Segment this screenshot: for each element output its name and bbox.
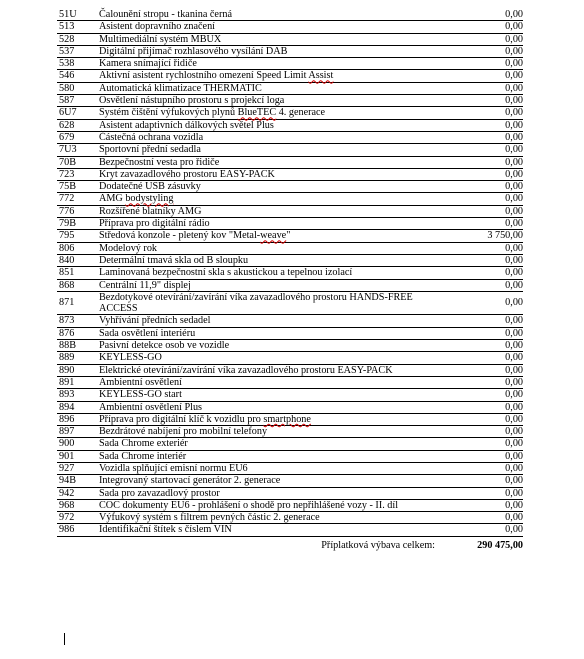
item-price: 0,00 bbox=[443, 524, 523, 536]
item-price: 0,00 bbox=[443, 242, 523, 254]
item-price: 0,00 bbox=[443, 95, 523, 107]
item-code: 942 bbox=[57, 487, 97, 499]
item-description: KEYLESS-GO bbox=[97, 352, 443, 364]
text-cursor bbox=[64, 633, 65, 645]
item-code: 528 bbox=[57, 33, 97, 45]
table-row bbox=[57, 389, 523, 401]
item-price: 0,00 bbox=[443, 156, 523, 168]
item-price: 0,00 bbox=[443, 364, 523, 376]
spellcheck-mark: smartphone bbox=[263, 413, 311, 425]
equipment-table bbox=[57, 9, 523, 551]
item-price: 0,00 bbox=[443, 267, 523, 279]
item-description: Bezdrátové nabíjení pro mobilní telefony bbox=[97, 426, 443, 438]
item-description: Kryt zavazadlového prostoru EASY-PACK bbox=[97, 168, 443, 180]
item-price: 0,00 bbox=[443, 205, 523, 217]
item-code: 876 bbox=[57, 327, 97, 339]
table-row bbox=[57, 376, 523, 388]
item-code: 537 bbox=[57, 45, 97, 57]
equipment-rows bbox=[57, 9, 523, 536]
item-code: 538 bbox=[57, 58, 97, 70]
item-code: 806 bbox=[57, 242, 97, 254]
item-code: 896 bbox=[57, 413, 97, 425]
item-description: COC dokumenty EU6 - prohlášení o shodě pro nepřihlášené vozy - II. díl bbox=[97, 499, 443, 511]
item-price: 0,00 bbox=[443, 168, 523, 180]
table-row bbox=[57, 58, 523, 70]
table-row bbox=[57, 512, 523, 524]
item-description: Multimediální systém MBUX bbox=[97, 33, 443, 45]
item-price: 3 750,00 bbox=[443, 230, 523, 242]
item-code: 986 bbox=[57, 524, 97, 536]
item-price: 0,00 bbox=[443, 389, 523, 401]
item-description: Vozidla splňující emisní normu EU6 bbox=[97, 462, 443, 474]
table-row bbox=[57, 45, 523, 57]
item-description: Aktivní asistent rychlostního omezení Speed Limit Assist bbox=[97, 70, 443, 82]
item-description: Rozšířené blatníky AMG bbox=[97, 205, 443, 217]
item-price: 0,00 bbox=[443, 33, 523, 45]
item-code: 901 bbox=[57, 450, 97, 462]
table-row bbox=[57, 524, 523, 536]
spellcheck-mark: BlueTEC bbox=[237, 107, 277, 119]
table-row bbox=[57, 82, 523, 94]
table-row bbox=[57, 364, 523, 376]
total-label: Příplatková výbava celkem: bbox=[321, 539, 435, 551]
item-description: Sada pro zavazadlový prostor bbox=[97, 487, 443, 499]
item-description: Příprava pro digitální rádio bbox=[97, 218, 443, 230]
item-code: 972 bbox=[57, 512, 97, 524]
item-code: 868 bbox=[57, 279, 97, 291]
item-description: Elektrické otevírání/zavírání víka zavazadlového prostoru EASY-PACK bbox=[97, 364, 443, 376]
item-code: 6U7 bbox=[57, 107, 97, 119]
item-description: Automatická klimatizace THERMATIC bbox=[97, 82, 443, 94]
item-description: Determální tmavá skla od B sloupku bbox=[97, 254, 443, 266]
item-code: 513 bbox=[57, 21, 97, 33]
table-row bbox=[57, 21, 523, 33]
table-row bbox=[57, 181, 523, 193]
spellcheck-mark: weave bbox=[260, 230, 287, 242]
item-price: 0,00 bbox=[443, 21, 523, 33]
item-price: 0,00 bbox=[443, 58, 523, 70]
item-code: 628 bbox=[57, 119, 97, 131]
item-price: 0,00 bbox=[443, 450, 523, 462]
spellcheck-mark: Assist bbox=[308, 70, 334, 82]
item-code: 897 bbox=[57, 426, 97, 438]
table-row bbox=[57, 242, 523, 254]
item-description: Digitální přijímač rozhlasového vysílání DAB bbox=[97, 45, 443, 57]
item-description: Systém čištění výfukových plynů BlueTEC 4. generace bbox=[97, 107, 443, 119]
table-row bbox=[57, 475, 523, 487]
item-description: Kamera snímající řidiče bbox=[97, 58, 443, 70]
item-price: 0,00 bbox=[443, 512, 523, 524]
item-code: 51U bbox=[57, 9, 97, 21]
item-price: 0,00 bbox=[443, 82, 523, 94]
item-code: 776 bbox=[57, 205, 97, 217]
item-price: 0,00 bbox=[443, 107, 523, 119]
total-value: 290 475,00 bbox=[477, 539, 523, 551]
item-description: Sportovní přední sedadla bbox=[97, 144, 443, 156]
item-code: 795 bbox=[57, 230, 97, 242]
item-price: 0,00 bbox=[443, 352, 523, 364]
table-row bbox=[57, 9, 523, 21]
item-description: Příprava pro digitální klíč k vozidlu pro smartphone bbox=[97, 413, 443, 425]
item-price: 0,00 bbox=[443, 144, 523, 156]
table-row bbox=[57, 401, 523, 413]
item-price: 0,00 bbox=[443, 438, 523, 450]
item-code: 7U3 bbox=[57, 144, 97, 156]
item-price: 0,00 bbox=[443, 193, 523, 205]
table-row bbox=[57, 131, 523, 143]
item-description: Výfukový systém s filtrem pevných částic 2. generace bbox=[97, 512, 443, 524]
table-row bbox=[57, 413, 523, 425]
item-code: 723 bbox=[57, 168, 97, 180]
table-row bbox=[57, 95, 523, 107]
item-code: 88B bbox=[57, 340, 97, 352]
item-code: 927 bbox=[57, 462, 97, 474]
item-description: AMG bodystyling bbox=[97, 193, 443, 205]
item-description: KEYLESS-GO start bbox=[97, 389, 443, 401]
item-price: 0,00 bbox=[443, 315, 523, 327]
table-row bbox=[57, 291, 523, 315]
item-description: Středová konzole - pletený kov "Metal-weave" bbox=[97, 230, 443, 242]
table-row bbox=[57, 352, 523, 364]
item-description: Asistent dopravního značení bbox=[97, 21, 443, 33]
item-price: 0,00 bbox=[443, 426, 523, 438]
table-row bbox=[57, 33, 523, 45]
item-price: 0,00 bbox=[443, 475, 523, 487]
item-price: 0,00 bbox=[443, 340, 523, 352]
item-code: 851 bbox=[57, 267, 97, 279]
item-description: Laminovaná bezpečnostní skla s akustickou a tepelnou izolací bbox=[97, 267, 443, 279]
item-description: Osvětlení nástupního prostoru s projekcí loga bbox=[97, 95, 443, 107]
item-description: Čalounění stropu - tkanina černá bbox=[97, 9, 443, 21]
item-price: 0,00 bbox=[443, 119, 523, 131]
table-row bbox=[57, 205, 523, 217]
table-row bbox=[57, 327, 523, 339]
item-price: 0,00 bbox=[443, 462, 523, 474]
item-code: 891 bbox=[57, 376, 97, 388]
item-description: Asistent adaptivních dálkových světel Plus bbox=[97, 119, 443, 131]
table-row bbox=[57, 315, 523, 327]
table-row bbox=[57, 119, 523, 131]
table-row bbox=[57, 438, 523, 450]
item-code: 70B bbox=[57, 156, 97, 168]
item-code: 580 bbox=[57, 82, 97, 94]
item-description: Integrovaný startovací generátor 2. generace bbox=[97, 475, 443, 487]
item-price: 0,00 bbox=[443, 401, 523, 413]
item-price: 0,00 bbox=[443, 376, 523, 388]
item-description: Dodatečné USB zásuvky bbox=[97, 181, 443, 193]
table-row bbox=[57, 487, 523, 499]
table-row bbox=[57, 426, 523, 438]
item-description: Sada osvětlení interiéru bbox=[97, 327, 443, 339]
item-price: 0,00 bbox=[443, 45, 523, 57]
item-price: 0,00 bbox=[443, 131, 523, 143]
item-description: Sada Chrome exteriér bbox=[97, 438, 443, 450]
table-row bbox=[57, 156, 523, 168]
total-row bbox=[57, 536, 523, 551]
item-code: 889 bbox=[57, 352, 97, 364]
table-row bbox=[57, 70, 523, 82]
item-code: 890 bbox=[57, 364, 97, 376]
item-code: 772 bbox=[57, 193, 97, 205]
item-code: 75B bbox=[57, 181, 97, 193]
item-price: 0,00 bbox=[443, 9, 523, 21]
item-price: 0,00 bbox=[443, 487, 523, 499]
item-description: Bezdotykové otevírání/zavírání víka zavazadlového prostoru HANDS-FREE ACCESS bbox=[97, 291, 443, 315]
item-code: 840 bbox=[57, 254, 97, 266]
table-row bbox=[57, 107, 523, 119]
item-code: 79B bbox=[57, 218, 97, 230]
table-row bbox=[57, 340, 523, 352]
item-description: Bezpečnostní vesta pro řidiče bbox=[97, 156, 443, 168]
table-row bbox=[57, 168, 523, 180]
item-description: Sada Chrome interiér bbox=[97, 450, 443, 462]
item-code: 893 bbox=[57, 389, 97, 401]
item-code: 546 bbox=[57, 70, 97, 82]
item-description: Částečná ochrana vozidla bbox=[97, 131, 443, 143]
item-price: 0,00 bbox=[443, 413, 523, 425]
table-row bbox=[57, 279, 523, 291]
item-code: 94B bbox=[57, 475, 97, 487]
table-row bbox=[57, 218, 523, 230]
item-price: 0,00 bbox=[443, 279, 523, 291]
table-row bbox=[57, 193, 523, 205]
item-description: Modelový rok bbox=[97, 242, 443, 254]
item-description: Pasivní detekce osob ve vozidle bbox=[97, 340, 443, 352]
item-description: Centrální 11,9" displej bbox=[97, 279, 443, 291]
item-code: 968 bbox=[57, 499, 97, 511]
item-code: 871 bbox=[57, 291, 97, 315]
item-description: Ambientní osvětlení bbox=[97, 376, 443, 388]
item-description: Vyhřívání předních sedadel bbox=[97, 315, 443, 327]
item-price: 0,00 bbox=[443, 254, 523, 266]
item-price: 0,00 bbox=[443, 70, 523, 82]
item-code: 900 bbox=[57, 438, 97, 450]
table-row bbox=[57, 267, 523, 279]
item-code: 587 bbox=[57, 95, 97, 107]
item-code: 894 bbox=[57, 401, 97, 413]
table-row bbox=[57, 499, 523, 511]
item-price: 0,00 bbox=[443, 327, 523, 339]
table-row bbox=[57, 450, 523, 462]
item-description: Ambientní osvětlení Plus bbox=[97, 401, 443, 413]
item-description: Identifikační štítek s číslem VIN bbox=[97, 524, 443, 536]
item-price: 0,00 bbox=[443, 291, 523, 315]
item-code: 873 bbox=[57, 315, 97, 327]
table-row bbox=[57, 230, 523, 242]
table-row bbox=[57, 144, 523, 156]
spellcheck-mark: bodystyling bbox=[125, 193, 174, 205]
item-price: 0,00 bbox=[443, 218, 523, 230]
item-code: 679 bbox=[57, 131, 97, 143]
table-row bbox=[57, 254, 523, 266]
item-price: 0,00 bbox=[443, 181, 523, 193]
table-row bbox=[57, 462, 523, 474]
item-price: 0,00 bbox=[443, 499, 523, 511]
